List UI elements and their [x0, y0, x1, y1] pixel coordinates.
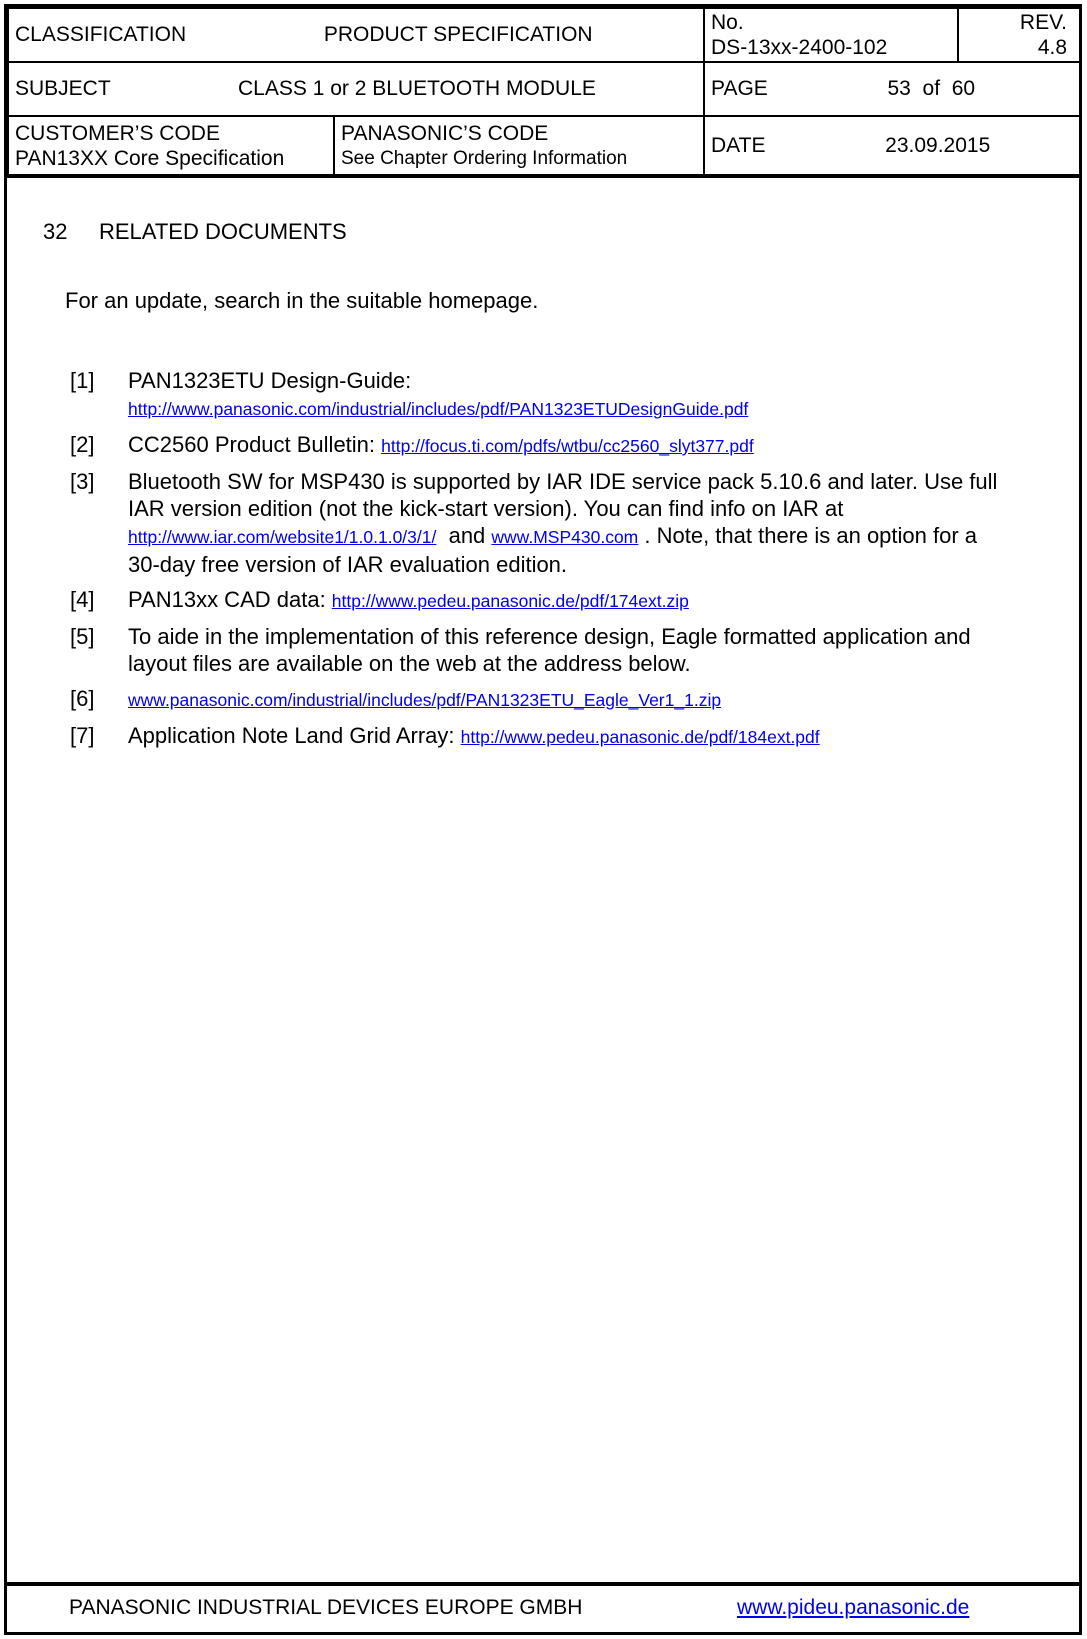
- reference-index: [5]: [70, 624, 95, 649]
- revision-label: REV.: [1019, 11, 1068, 34]
- list-item: [70, 431, 1010, 460]
- panasonic-code-value: See Chapter Ordering Information: [341, 147, 628, 169]
- page-cell: [704, 62, 1080, 116]
- list-item: [70, 623, 1010, 677]
- reference-text: CC2560 Product Bulletin:: [128, 432, 382, 457]
- reference-link[interactable]: http://www.pedeu.panasonic.de/pdf/174ext.zip: [331, 591, 689, 611]
- panasonic-code-label: PANASONIC’S CODE: [341, 121, 549, 145]
- list-item: [70, 722, 1010, 751]
- reference-text: Bluetooth SW for MSP430 is supported by IAR IDE service pack 5.10.6 and later. Use full IAR version edition (not the kick-start version). You can find info on IAR at: [128, 469, 998, 521]
- revision-cell: [958, 8, 1080, 62]
- list-item: [70, 586, 1010, 615]
- classification-cell: [8, 8, 704, 62]
- reference-index: [2]: [70, 432, 95, 457]
- panasonic-code-cell: [334, 116, 704, 176]
- doc-number-label: No.: [711, 11, 744, 34]
- section-number: 32: [43, 219, 68, 244]
- classification-value: PRODUCT SPECIFICATION: [323, 23, 593, 46]
- header-table: [7, 7, 1081, 178]
- page-label: PAGE: [711, 77, 768, 100]
- reference-link[interactable]: http://focus.ti.com/pdfs/wtbu/cc2560_slyt377.pdf: [381, 436, 754, 456]
- reference-link[interactable]: http://www.panasonic.com/industrial/includes/pdf/PAN1323ETUDesignGuide.pdf: [128, 399, 749, 419]
- reference-index: [1]: [70, 368, 95, 393]
- reference-text-note: . Note, that there is an option for a 30-day free version of IAR evaluation edition.: [128, 523, 978, 577]
- footer-website-link[interactable]: www.pideu.panasonic.de: [737, 1596, 970, 1619]
- reference-text: To aide in the implementation of this reference design, Eagle formatted application and layout files are available on the web at the address below.: [128, 624, 971, 676]
- customer-code-label: CUSTOMER’S CODE: [15, 121, 220, 145]
- doc-number-cell: [704, 8, 958, 62]
- section-title: RELATED DOCUMENTS: [99, 219, 347, 244]
- document-page: [4, 4, 1082, 1635]
- reference-text-and: and: [436, 523, 492, 548]
- reference-link[interactable]: http://www.pedeu.panasonic.de/pdf/184ext.pdf: [460, 727, 820, 747]
- reference-link-iar[interactable]: http://www.iar.com/website1/1.0.1.0/3/1/: [128, 527, 437, 547]
- doc-number-value: DS-13xx-2400-102: [711, 36, 888, 59]
- date-cell: [704, 116, 1080, 176]
- section-heading: [43, 219, 347, 245]
- footer-company: PANASONIC INDUSTRIAL DEVICES EUROPE GMBH: [69, 1596, 583, 1619]
- list-item: [70, 468, 1010, 578]
- subject-cell: [8, 62, 704, 116]
- page-footer: [7, 1582, 1079, 1632]
- list-item: [70, 367, 1010, 423]
- reference-text: PAN13xx CAD data:: [128, 587, 332, 612]
- section-intro: For an update, search in the suitable homepage.: [65, 288, 539, 313]
- page-value: 53 of 60: [887, 77, 976, 100]
- list-item: [70, 685, 1010, 714]
- reference-text: Application Note Land Grid Array:: [128, 723, 461, 748]
- subject-label: SUBJECT: [15, 77, 111, 100]
- classification-label: CLASSIFICATION: [15, 23, 187, 46]
- date-label: DATE: [711, 133, 766, 157]
- reference-index: [3]: [70, 469, 95, 494]
- subject-value: CLASS 1 or 2 BLUETOOTH MODULE: [238, 77, 596, 100]
- reference-link[interactable]: www.panasonic.com/industrial/includes/pdf/PAN1323ETU_Eagle_Ver1_1.zip: [128, 690, 722, 710]
- reference-text: PAN1323ETU Design-Guide:: [128, 368, 412, 393]
- reference-index: [7]: [70, 723, 95, 748]
- reference-index: [4]: [70, 587, 95, 612]
- revision-value: 4.8: [1037, 36, 1068, 59]
- date-value: 23.09.2015: [885, 133, 991, 157]
- reference-link-msp430[interactable]: www.MSP430.com: [491, 527, 639, 547]
- references-list: [70, 367, 1010, 759]
- reference-index: [6]: [70, 686, 95, 711]
- customer-code-cell: [8, 116, 334, 176]
- customer-code-value: PAN13XX Core Specification: [15, 146, 285, 170]
